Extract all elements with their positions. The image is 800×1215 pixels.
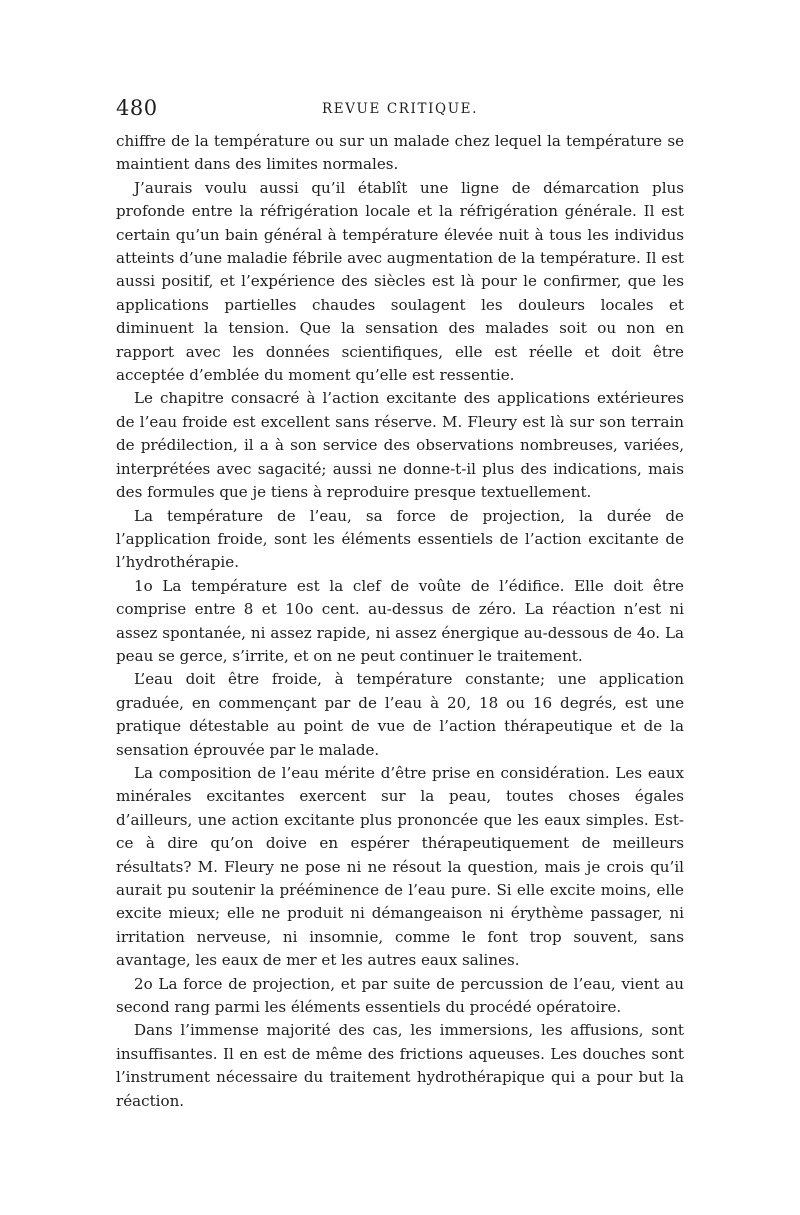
page-number: 480 <box>116 96 158 120</box>
paragraph-5: 1o La température est la clef de voûte de l’édifice. Elle doit être comprise entre 8 et 10o cent. au-dessus de zéro. La réaction n’est ni assez spontanée, ni assez rapide, ni assez énergique au-dessous de 4o. La peau se gerce, s’irrite, et on ne peut continuer le traitement. <box>116 576 684 665</box>
paragraph-3: Le chapitre consacré à l’action excitante des applications extérieures de l’eau froide est excellent sans réserve. M. Fleury est là sur son terrain de prédilection, il a à son service des observations nombreuses, variées, interprétées avec sagacité; aussi ne donne-t-il plus des indications, mais des formules que je tiens à reproduire presque textuellement. <box>116 389 684 502</box>
paragraph-7: La composition de l’eau mérite d’être prise en considération. Les eaux minérales excitantes exercent sur la peau, toutes choses égales d’ailleurs, une action excitante plus prononcée que les eaux simples. Est-ce à dire qu’on doive en espérer thérapeutiquement de meilleurs résultats? M. Fleury ne pose ni ne résout la question, mais je crois qu’il aurait pu soutenir la prééminence de l’eau pure. Si elle excite moins, elle excite mieux; elle ne produit ni démangeaison ni érythème passager, ni irritation nerveuse, ni insomnie, comme le font trop souvent, sans avantage, les eaux de mer et les autres eaux salines. <box>116 763 684 970</box>
paragraph-9: Dans l’immense majorité des cas, les immersions, les affusions, sont insuffisantes. Il en est de même des frictions aqueuses. Les douches sont l’instrument nécessaire du traitement hydrothérapique qui a pour but la réaction. <box>116 1021 684 1110</box>
running-title: REVUE CRITIQUE. <box>321 101 479 117</box>
page-body <box>116 130 684 1113</box>
page-header <box>116 96 684 130</box>
book-page <box>116 96 684 1113</box>
paragraph-8: 2o La force de projection, et par suite de percussion de l’eau, vient au second rang parmi les éléments essentiels du procédé opératoire. <box>116 974 684 1017</box>
paragraph-6: L’eau doit être froide, à température constante; une application graduée, en commençant par de l’eau à 20, 18 ou 16 degrés, est une pratique détestable au point de vue de l’action thérapeutique et de la sensation éprouvée par le malade. <box>116 670 684 759</box>
paragraph-4: La température de l’eau, sa force de projection, la durée de l’application froide, sont les éléments essentiels de l’action excitante de l’hydrothérapie. <box>116 506 684 572</box>
paragraph-1: chiffre de la température ou sur un malade chez lequel la température se maintient dans des limites normales. <box>116 132 684 174</box>
paragraph-2: J’aurais voulu aussi qu’il établît une ligne de démarcation plus profonde entre la réfrigération locale et la réfrigération générale. Il est certain qu’un bain général à température élevée nuit à tous les individus atteints d’une maladie fébrile avec augmentation de la température. Il est aussi positif, et l’expérience des siècles est là pour le confirmer, que les applications partielles chaudes soulagent les douleurs locales et diminuent la tension. Que la sensation des malades soit ou non en rapport avec les données scientifiques, elle est réelle et doit être acceptée d’emblée du moment qu’elle est ressentie. <box>116 178 684 385</box>
